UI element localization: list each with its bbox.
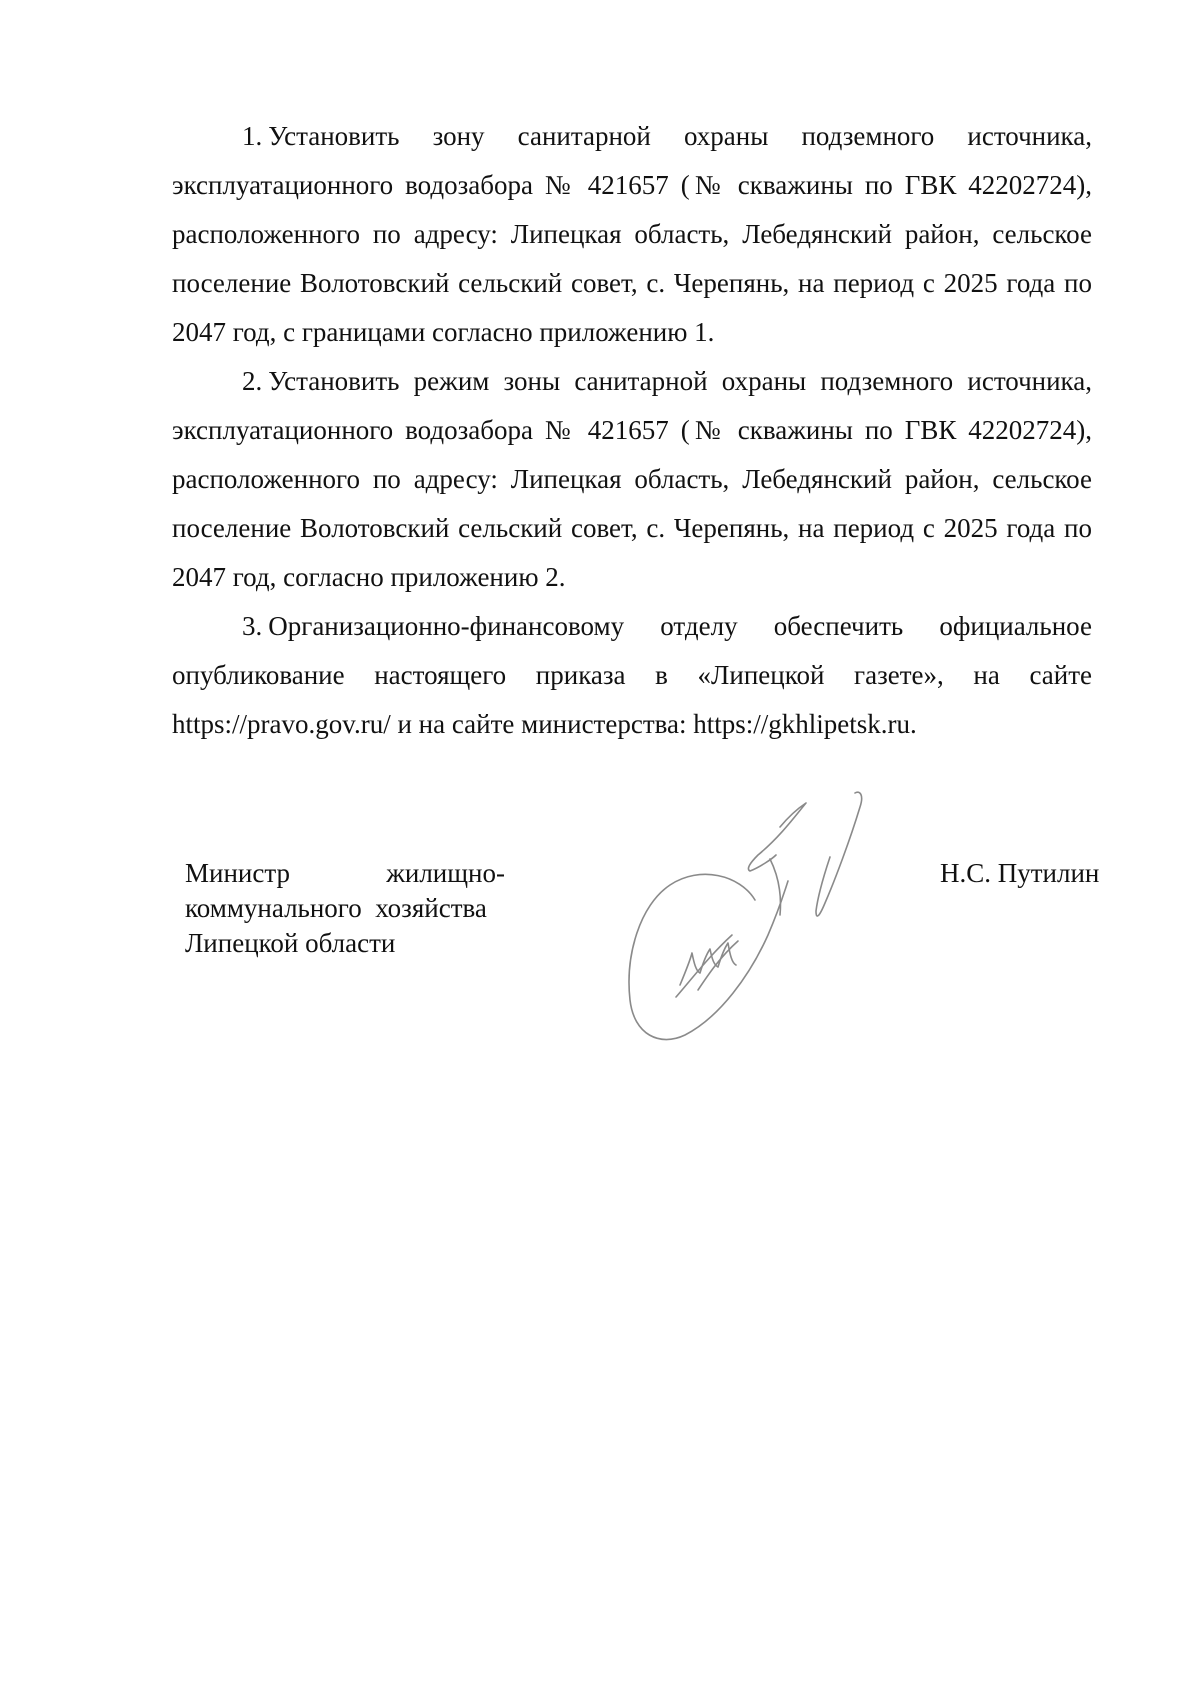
paragraph-number: 3. — [242, 611, 263, 641]
position-word: Министр — [185, 858, 290, 888]
document-body — [172, 112, 1092, 749]
signatory-position — [185, 856, 505, 961]
paragraph-3 — [172, 602, 1092, 749]
position-line-2: коммунального хозяйства — [185, 893, 487, 923]
paragraph-text: Организационно-финансовому отделу обеспечить официальное опубликование настоящего приказа в «Липецкой газете», на сайте https://pravo.gov.ru/ и на сайте министерства: https://gkhlipetsk.ru. — [172, 611, 1092, 739]
position-line-1 — [185, 856, 505, 891]
paragraph-text: Установить зону санитарной охраны подземного источника, эксплуатационного водозабора № 421657 (№ скважины по ГВК 42202724), расположенного по адресу: Липецкая область, Лебедянский район, сельское поселение Волотовский сельский совет, с. Черепянь, на период с 2025 года по 2047 год, с границами согласно приложению 1. — [172, 121, 1092, 347]
paragraph-text: Установить режим зоны санитарной охраны подземного источника, эксплуатационного водозабора № 421657 (№ скважины по ГВК 42202724), расположенного по адресу: Липецкая область, Лебедянский район, сельское поселение Волотовский сельский совет, с. Черепянь, на период с 2025 года по 2047 год, согласно приложению 2. — [172, 366, 1092, 592]
position-word: жилищно- — [386, 858, 505, 888]
paragraph-number: 2. — [242, 366, 263, 396]
paragraph-2 — [172, 357, 1092, 602]
handwritten-signature — [620, 785, 890, 1045]
paragraph-1 — [172, 112, 1092, 357]
signatory-name: Н.С. Путилин — [940, 858, 1100, 888]
paragraph-number: 1. — [242, 121, 263, 151]
position-line-3: Липецкой области — [185, 928, 396, 958]
